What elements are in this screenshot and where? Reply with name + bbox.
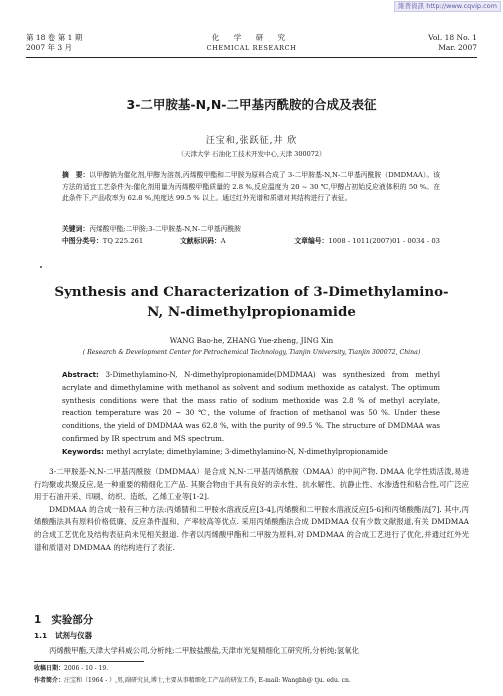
keywords-cn-label: 关键词： <box>62 225 90 233</box>
author-bio-label: 作者简介： <box>34 677 65 684</box>
title-en-line1: Synthesis and Characterization of 3-Dimethylamino- <box>54 284 449 300</box>
keywords-cn <box>62 224 440 235</box>
doc-code-value: A <box>220 237 226 245</box>
volume-cn: 第 18 卷 第 1 期 <box>26 33 83 42</box>
clc-field <box>62 237 143 245</box>
header-divider <box>26 57 477 58</box>
volume-en: Vol. 18 No. 1 <box>428 33 477 42</box>
date-en: Mar. 2007 <box>438 43 477 52</box>
journal-name-en: CHEMICAL RESEARCH <box>206 44 297 52</box>
affiliation-en: ( Research & Development Center for Petrochemical Technology, Tianjin University, Tianjin 300072, China) <box>82 349 421 356</box>
page-mark <box>40 266 42 268</box>
materials-paragraph: 丙烯酸甲酯,天津大学科威公司,分析纯;二甲胺盐酸盐,天津市光复精细化工研究所,分析纯;氢氧化 <box>49 646 360 655</box>
footnote-author <box>34 676 469 685</box>
clc-value: TQ 225.261 <box>102 237 144 245</box>
abstract-en-text: 3-Dimethylamino-N, N-dimethylpropionamide(DMDMAA) was synthesized from methyl acrylate and dimethylamine with methanol as solvent and sodium methoxide as catalyst. The optimum synthesis conditions were that the mass ratio of sodium methoxide was 2.8 % of methyl acrylate, reaction temperature was 20 ~ 30 ℃, the volume of fraction of methanol was 50 %. Under these conditions, the yield of DMDMAA was 62.8 %, with the purity of 99.5 %. The structure of DMDMAA was confirmed by IR spectrum and MS spectrum. <box>62 370 440 443</box>
keywords-cn-text: 丙烯酸甲酯;二甲胺;3-二甲胺基-N,N-二甲基丙酰胺 <box>89 225 241 233</box>
article-number-value: 1008 - 1011(2007)01 - 0034 - 03 <box>328 237 440 245</box>
affiliation-cn: （天津大学 石油化工技术开发中心,天津 300072） <box>177 150 326 158</box>
section-1-title: 实验部分 <box>51 614 94 626</box>
author-bio-text: 汪宝和（1964 - ）,男,副研究员,博士,主要从事精细化工产品的研发工作, E-mail: Wangbh@ tju. edu. cn. <box>64 677 351 684</box>
header-right <box>428 33 477 53</box>
watermark-link[interactable]: 維普資訊 http://www.cqvip.com <box>394 1 501 12</box>
article-number-field <box>294 236 440 247</box>
article-number-label: 文章编号： <box>294 237 329 245</box>
introduction <box>34 466 469 554</box>
received-date: 2006 - 10 - 19. <box>64 665 109 672</box>
abstract-cn-label: 摘 要： <box>62 171 90 179</box>
footnote-divider <box>34 661 144 662</box>
doc-code-field <box>180 236 226 247</box>
received-label: 收稿日期： <box>34 665 65 672</box>
clc-label: 中图分类号： <box>62 237 103 245</box>
authors-en: WANG Bao-he, ZHANG Yue-zheng, JING Xin <box>169 336 334 345</box>
subsection-1-1-title: 试剂与仪器 <box>55 631 93 640</box>
abstract-en <box>62 369 440 459</box>
section-1-number: 1 <box>34 614 42 626</box>
keywords-en-text: methyl acrylate; dimethylamine; 3-dimethylamino-N, N-dimethylpropionamide <box>106 446 388 456</box>
date-cn: 2007 年 3 月 <box>26 43 73 52</box>
footnote-received <box>34 664 469 673</box>
abstract-en-label: Abstract: <box>62 370 99 379</box>
title-en-line2: N, N-dimethylpropionamide <box>147 304 356 320</box>
abstract-cn <box>62 170 440 205</box>
keywords-en-label: Keywords: <box>62 446 104 456</box>
title-cn: 3-二甲胺基-N,N-二甲基丙酰胺的合成及表征 <box>126 97 377 112</box>
title-en <box>0 282 503 322</box>
subsection-1-1-number: 1.1 <box>34 631 48 640</box>
intro-paragraph-2: DMDMAA 的合成一般有三种方法:丙烯腈和二甲胺水溶液反应[3-4],丙烯酸和二甲胺水溶液反应[5-6]和丙烯酸酯法[7]. 其中,丙烯酸酯法具有原料价格低廉、反应条件温和、产率较高等优点. 采用丙烯酸酯法合成 DMDMAA 仅有少数文献报道,有关 DMDMAA 的合成工艺优化及结构表征尚未见相关报道. 作者以丙烯酸甲酯和二甲胺为原料,对 DMDMAA 的合成工艺进行了优化,并通过红外光谱和质谱对 DMDMAA 的结构进行了表征. <box>34 504 469 552</box>
intro-paragraph-1: 3-二甲胺基-N,N-二甲基丙酰胺（DMDMAA）是合成 N,N-二甲基丙烯酰胺（DMAA）的中间产物. DMAA 化学性质活泼,易进行均聚或共聚反应,是一种重要的精细化工产品. 其聚合物由于具有良好的亲水性、抗水解性、抗静止性、水渗透性和粘合性,可广泛应用于石油开采、印刷、纺织、造纸、乙烯工业等[1-2]. <box>34 467 469 502</box>
subsection-heading-1-1 <box>34 630 92 641</box>
classification-row <box>62 236 440 247</box>
abstract-cn-text: 以甲醇钠为催化剂,甲醇为溶剂,丙烯酸甲酯和二甲胺为原料合成了 3-二甲胺基-N,N-二甲基丙酰胺（DMDMAA）。该方法的适宜工艺条件为:催化剂用量为丙烯酸甲酯质量的 2.8 %,反应温度为 20 ~ 30 ℃,甲醇占初始反应液体积的 50 %。在此条件下,产品收率为 62.8 %,纯度达 99.5 % 以上。通过红外光谱和质谱对其结构进行了表征。 <box>62 171 440 203</box>
journal-name-cn: 化 学 研 究 <box>211 33 292 42</box>
doc-code-label: 文献标识码： <box>180 237 221 245</box>
authors-cn: 汪宝和,张跃征,井 欣 <box>205 136 298 146</box>
section-heading-1 <box>34 612 93 627</box>
